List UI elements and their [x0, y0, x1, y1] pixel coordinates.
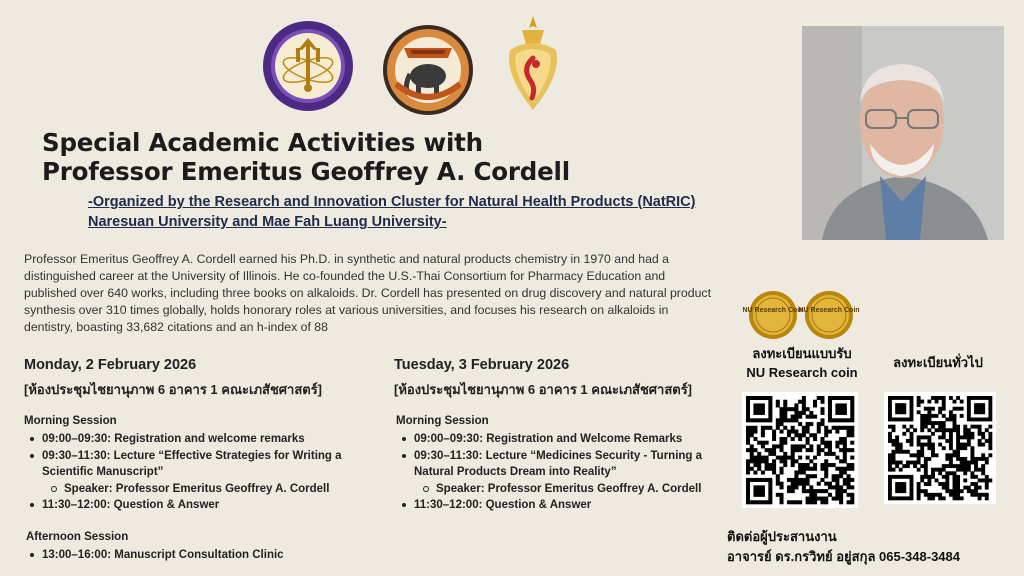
- list-item: 09:30–11:30: Lecture “Medicines Security - Turning a Natural Products Dream into Reality”: [396, 448, 726, 481]
- day1-afternoon-title: Afternoon Session: [26, 531, 129, 543]
- day1-morning-agenda: [24, 431, 374, 514]
- day1-afternoon-agenda: [24, 547, 374, 564]
- event-title: [42, 128, 742, 186]
- mfu-logo: [500, 14, 566, 114]
- day1-venue: [ห้องประชุมไชยานุภาพ 6 อาคาร 1 คณะเภสัชศาสตร์]: [24, 382, 323, 397]
- title-line-1: Special Academic Activities with: [42, 128, 483, 157]
- nu-research-coin-1: [742, 290, 804, 345]
- subtitle-line-2: Naresuan University and Mae Fah Luang University-: [88, 214, 447, 230]
- nu-coin-registration-label: [728, 344, 876, 382]
- naresuan-logo: [382, 24, 474, 116]
- speaker-item: Speaker: Professor Emeritus Geoffrey A. Cordell: [396, 481, 726, 498]
- list-item: 09:00–09:30: Registration and welcome remarks: [24, 431, 374, 448]
- day2-morning-agenda: [396, 431, 726, 514]
- title-line-2: Professor Emeritus Geoffrey A. Cordell: [42, 157, 570, 186]
- nu-label-line-1: ลงทะเบียนแบบรับ: [752, 346, 852, 361]
- list-item: 13:00–16:00: Manuscript Consultation Clinic: [24, 547, 374, 564]
- day2-date: Tuesday, 3 February 2026: [394, 357, 570, 373]
- general-registration-label: ลงทะเบียนทั่วไป: [893, 355, 983, 370]
- coin-icon: [798, 290, 860, 340]
- general-registration-qr[interactable]: [884, 392, 996, 504]
- contact-line-1: ติดต่อผู้ประสานงาน: [727, 529, 837, 544]
- speaker-bio: Professor Emeritus Geoffrey A. Cordell earned his Ph.D. in synthetic and natural products chemistry in 1970 and had a distinguished career at the University of Illinois. He co-founded the U.S.-Thai Consortium for Pharmacy Education and published over 640 works, including three books on alkaloids. Dr. Cordell has presented on drug discovery and natural product synthesis over 310 times globally, holds honorary roles at various universities, and focuses his research on alkaloids in dentistry, boasting 33,682 citations and an h-index of 88: [24, 252, 711, 334]
- qr-code-icon: [742, 392, 858, 508]
- nu-label-line-2: NU Research coin: [746, 365, 858, 380]
- ministry-logo: [262, 20, 354, 112]
- nu-research-coin-2: [798, 290, 860, 345]
- list-item: 09:30–11:30: Lecture “Effective Strategies for Writing a Scientific Manuscript”: [24, 448, 374, 481]
- coin-label: NU Research Coin: [798, 307, 860, 314]
- day2-morning-title: Morning Session: [396, 415, 489, 427]
- contact-line-2: อาจารย์ ดร.กรวิทย์ อยู่สกุล 065-348-3484: [727, 549, 960, 564]
- coin-icon: [742, 290, 804, 340]
- royal-crest-icon: [500, 14, 566, 114]
- coin-label: NU Research Coin: [742, 307, 804, 314]
- nu-coin-registration-qr[interactable]: [742, 392, 858, 508]
- contact-info: [727, 527, 1022, 567]
- elephant-seal-icon: [382, 24, 474, 116]
- speaker-item: Speaker: Professor Emeritus Geoffrey A. Cordell: [24, 481, 374, 498]
- list-item: 11:30–12:00: Question & Answer: [24, 497, 374, 514]
- qr-code-icon: [884, 392, 996, 504]
- day2-venue: [ห้องประชุมไชยานุภาพ 6 อาคาร 1 คณะเภสัชศาสตร์]: [394, 382, 693, 397]
- list-item: 11:30–12:00: Question & Answer: [396, 497, 726, 514]
- day1-date: Monday, 2 February 2026: [24, 357, 197, 373]
- trident-seal-icon: [262, 20, 354, 112]
- list-item: 09:00–09:30: Registration and Welcome Remarks: [396, 431, 726, 448]
- speaker-photo: [802, 26, 1004, 240]
- day1-morning-title: Morning Session: [24, 415, 117, 427]
- subtitle-line-1: -Organized by the Research and Innovation Cluster for Natural Health Products (NatRIC): [88, 194, 696, 210]
- organizer-subtitle: [88, 192, 748, 232]
